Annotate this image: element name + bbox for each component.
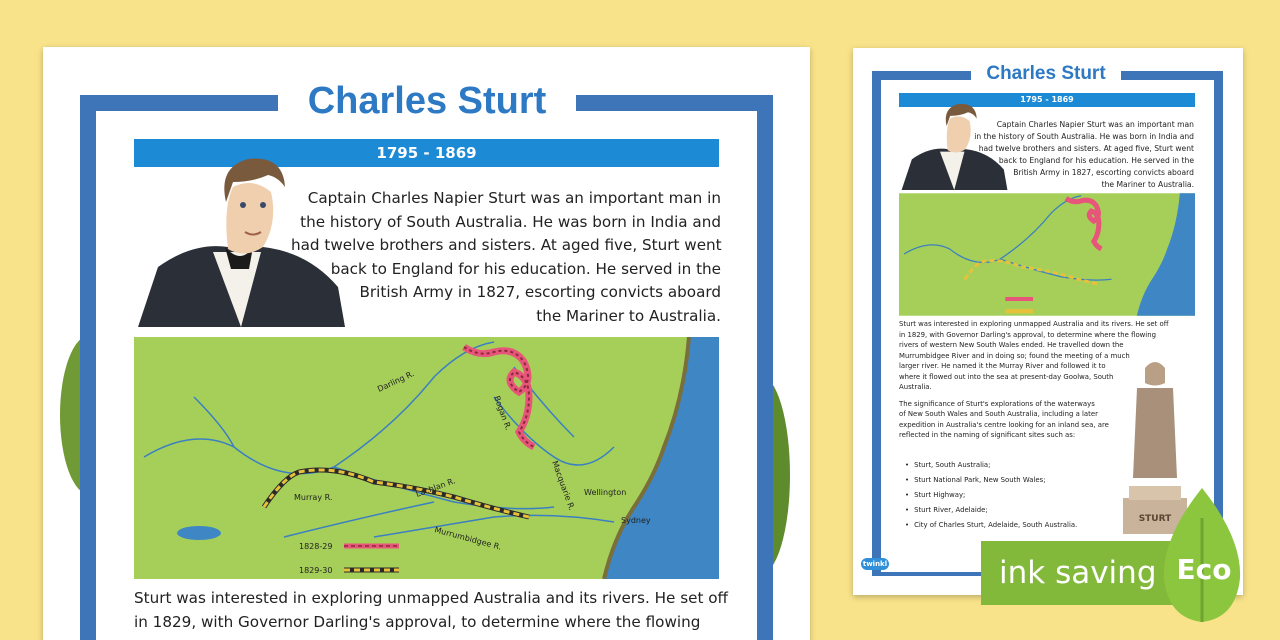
statue-label: STURT <box>1138 514 1172 524</box>
map-label-sydney: Sydney <box>621 516 651 525</box>
list-item: • City of Charles Sturt, Adelaide, South Australia. <box>905 518 1077 533</box>
small-body-paragraph-1: Sturt was interested in exploring unmapped Australia and its rivers. He set off in 1829, with Governor Darling's approval, to determine where the flowing rivers of western New South Wales ended. He travelled down the Murrumbidgee River and in doing so; found the meeting of a much larger river. He named it the Murray River and followed it to where it flowed out into the sea at present-day Goolwa, South Australia. The significance of Sturt's explorations of the waterways of New South Wales and South Australia, including a later expedition in Australia's centre looking for an inland sea, are reflected in the naming of significant sites such as: <box>899 319 1195 441</box>
intro-paragraph: Captain Charles Napier Sturt was an important man in the history of South Australia. He was born in India and had twelve brothers and sisters. At aged five, Sturt went back to England for his education. He served in the British Army in 1827, escorting convicts aboard the Mariner to Australia. <box>291 189 722 325</box>
page-title: Charles Sturt <box>307 80 547 122</box>
small-body-paragraph-2: The significance of Sturt's explorations of the waterways <box>899 399 1095 408</box>
body-paragraph: Sturt was interested in exploring unmapped Australia and its rivers. He set off in 1829, with Governor Darling's approval, to determine where the flowing <box>134 589 729 631</box>
list-item: • Sturt River, Adelaide; <box>905 503 1077 518</box>
list-item: • Sturt Highway; <box>905 488 1077 503</box>
list-item: • Sturt National Park, New South Wales; <box>905 473 1077 488</box>
ink-saving-label: ink saving <box>981 541 1211 605</box>
map-label-wellington: Wellington <box>584 488 627 497</box>
significant-sites-list <box>905 458 1077 533</box>
eco-badge: Eco <box>1176 553 1232 586</box>
dates-banner: 1795 - 1869 <box>134 139 719 167</box>
twinkl-logo: twinkl <box>862 560 888 568</box>
small-dates-banner: 1795 - 1869 <box>899 93 1195 107</box>
map-label-murrumbidgee: Murrumbidgee R. <box>433 525 503 552</box>
small-intro-paragraph: Captain Charles Napier Sturt was an important man in the history of South Australia. He was born in India and had twelve brothers and sisters. At aged five, Sturt went back to England for his education. He served in the British Army in 1827, escorting convicts aboard the Mariner to Australia. <box>974 120 1194 189</box>
map-label-bogan: Bogan R. <box>492 394 513 432</box>
map-label-macquarie: Macquarie R. <box>550 459 577 512</box>
map-label-murray: Murray R. <box>294 493 333 502</box>
worksheet-large-preview <box>43 47 810 640</box>
list-item: • Sturt, South Australia; <box>905 458 1077 473</box>
legend-label-1829: 1829-30 <box>299 566 333 575</box>
map-label-darling: Darling R. <box>376 369 416 394</box>
small-page-title: Charles Sturt <box>986 63 1106 84</box>
expedition-map <box>134 337 719 579</box>
map-label-lachlan: Lachlan R. <box>414 476 457 499</box>
expedition-map-small <box>899 193 1195 316</box>
legend-label-1828: 1828-29 <box>299 542 333 551</box>
